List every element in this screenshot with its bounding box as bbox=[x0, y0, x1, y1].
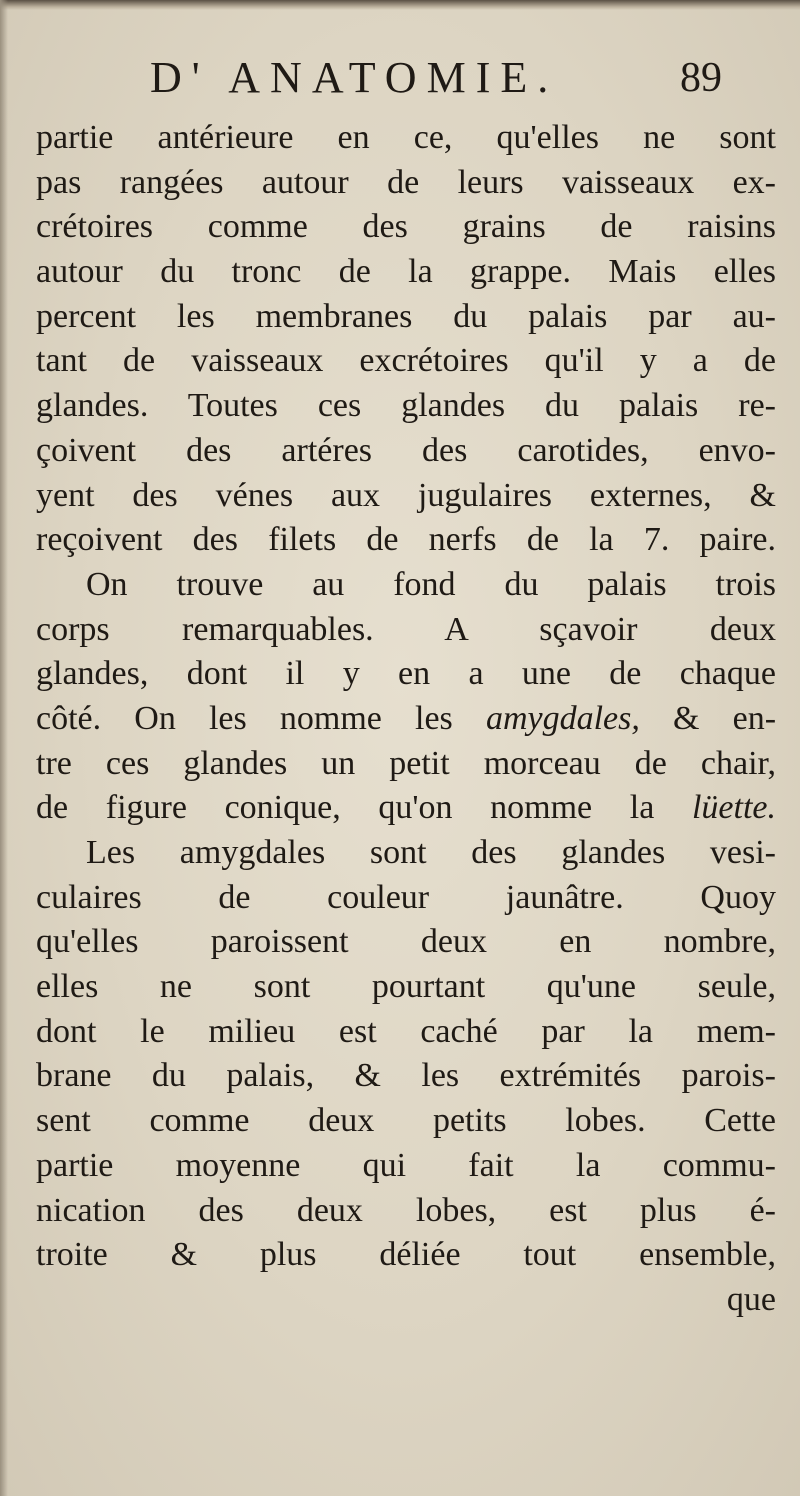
text-line: reçoivent des filets de nerfs de la 7. paire. bbox=[36, 521, 776, 559]
text-line: partie antérieure en ce, qu'elles ne sont bbox=[36, 119, 776, 156]
page-gutter-shadow bbox=[0, 0, 8, 1496]
line-text-end: & en- bbox=[639, 699, 777, 737]
italic-term-amygdales: amygdales, bbox=[485, 699, 640, 737]
line-text: de figure conique, qu'on nomme la bbox=[36, 789, 655, 827]
running-head: D' ANATOMIE. bbox=[150, 53, 559, 102]
text-line: autour du tronc de la grappe. Mais elles bbox=[36, 253, 776, 291]
text-line: troite & plus déliée tout ensemble, bbox=[36, 1236, 776, 1274]
text-line-with-italic bbox=[36, 786, 776, 831]
text-line: çoivent des artéres des carotides, envo- bbox=[36, 431, 776, 469]
catchword: que bbox=[726, 1280, 776, 1318]
text-line-with-italic bbox=[36, 697, 776, 742]
text-line: qu'elles paroissent deux en nombre, bbox=[36, 923, 776, 961]
page-top-shadow bbox=[0, 0, 800, 10]
text-line: elles ne sont pourtant qu'une seule, bbox=[36, 968, 776, 1006]
text-line: sent comme deux petits lobes. Cette bbox=[36, 1102, 776, 1140]
text-line: dont le milieu est caché par la mem- bbox=[36, 1012, 776, 1050]
text-line: corps remarquables. A sçavoir deux bbox=[36, 610, 776, 648]
text-line: nication des deux lobes, est plus é- bbox=[36, 1191, 776, 1229]
page-header bbox=[150, 48, 790, 108]
text-line: percent les membranes du palais par au- bbox=[36, 297, 776, 335]
text-line: tant de vaisseaux excrétoires qu'il y a de bbox=[36, 342, 776, 380]
line-text: côté. On les nomme les bbox=[36, 699, 453, 737]
text-line: culaires de couleur jaunâtre. Quoy bbox=[36, 878, 776, 916]
text-line: partie moyenne qui fait la commu- bbox=[36, 1146, 776, 1184]
text-line: tre ces glandes un petit morceau de chair, bbox=[36, 744, 776, 782]
page-number: 89 bbox=[680, 55, 722, 101]
text-line: glandes. Toutes ces glandes du palais re- bbox=[36, 387, 776, 425]
text-line: On trouve au fond du palais trois bbox=[86, 565, 776, 603]
text-line: glandes, dont il y en a une de chaque bbox=[36, 655, 776, 693]
text-line: yent des vénes aux jugulaires externes, & bbox=[36, 476, 776, 514]
text-line: pas rangées autour de leurs vaisseaux ex- bbox=[36, 163, 776, 201]
text-line: Les amygdales sont des glandes vesi- bbox=[86, 834, 776, 871]
text-line: crétoires comme des grains de raisins bbox=[36, 208, 776, 246]
italic-term-luette: lüette. bbox=[691, 789, 777, 827]
text-line: brane du palais, & les extrémités parois- bbox=[36, 1057, 776, 1095]
body-text bbox=[36, 116, 776, 1323]
